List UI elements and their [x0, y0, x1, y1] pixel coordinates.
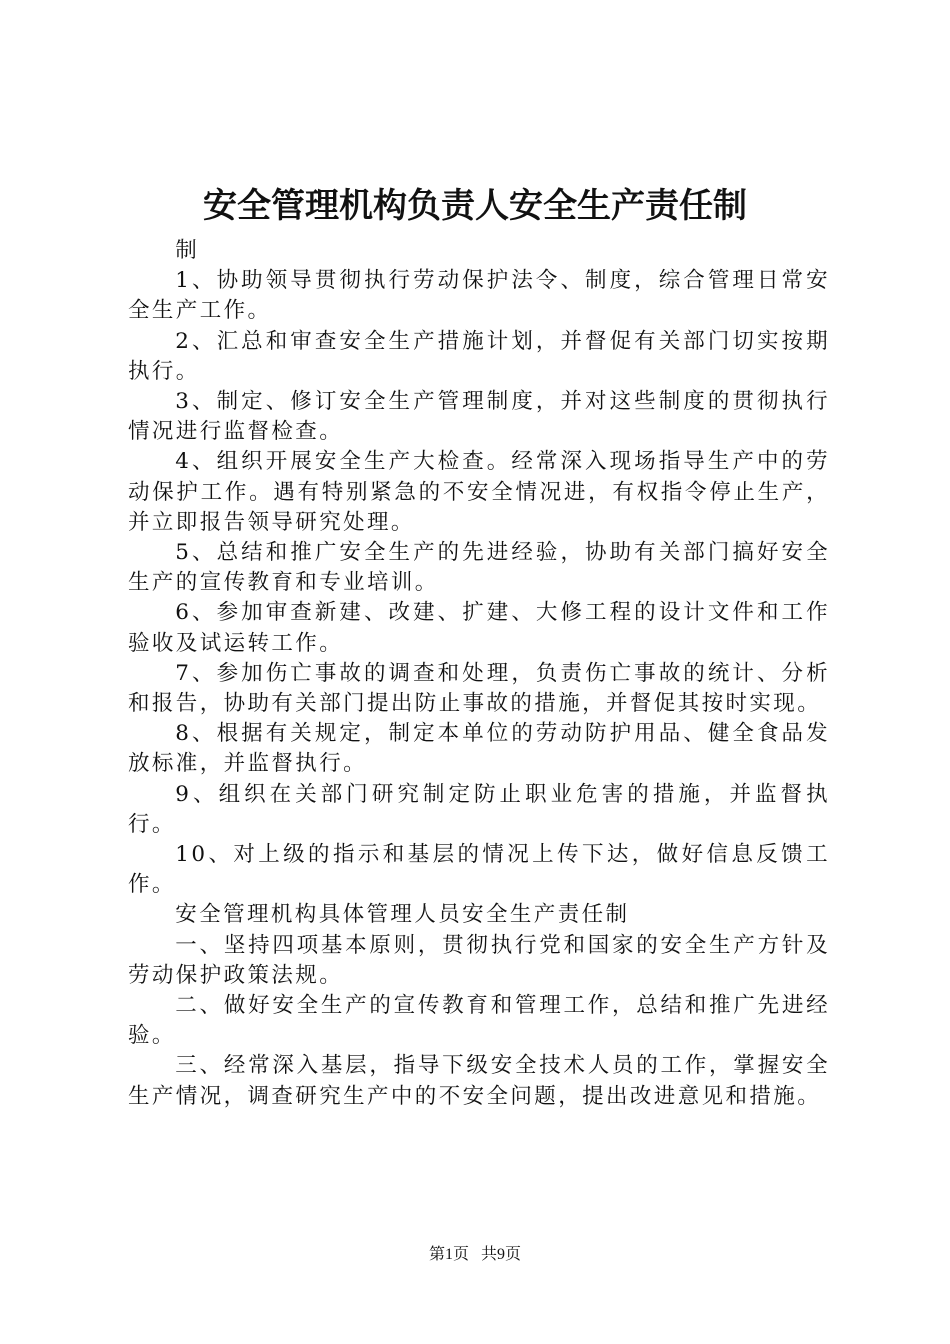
- paragraph-13: 二、做好安全生产的宣传教育和管理工作，总结和推广先进经验。: [128, 993, 830, 1049]
- total-pages: 共9页: [481, 1246, 522, 1263]
- paragraph-12: 一、坚持四项基本原则，贯彻执行党和国家的安全生产方针及劳动保护政策法规。: [128, 932, 830, 988]
- paragraph-4: 4、组织开展安全生产大检查。经常深入现场指导生产中的劳动保护工作。遇有特别紧急的不安全情况进，有权指令停止生产，并立即报告领导研究处理。: [128, 449, 830, 535]
- paragraph-1: 1、协助领导贯彻执行劳动保护法令、制度，综合管理日常安全生产工作。: [128, 268, 830, 324]
- paragraph-9: 9、组织在关部门研究制定防止职业危害的措施，并监督执行。: [128, 781, 830, 837]
- paragraph-7: 7、参加伤亡事故的调查和处理，负责伤亡事故的统计、分析和报告，协助有关部门提出防止事故的措施，并督促其按时实现。: [128, 660, 830, 717]
- section-heading: 安全管理机构具体管理人员安全生产责任制: [175, 902, 630, 928]
- page-footer: [0, 1244, 950, 1266]
- document-body: [128, 236, 830, 1112]
- paragraph-3: 3、制定、修订安全生产管理制度，并对这些制度的贯彻执行情况进行监督检查。: [128, 389, 830, 445]
- paragraph-0: 制: [175, 238, 200, 263]
- paragraph-14: 三、经常深入基层，指导下级安全技术人员的工作，掌握安全生产情况，调查研究生产中的不安全问题，提出改进意见和措施。: [128, 1053, 830, 1109]
- paragraph-10: 10、对上级的指示和基层的情况上传下达，做好信息反馈工作。: [128, 842, 830, 898]
- paragraph-6: 6、参加审查新建、改建、扩建、大修工程的设计文件和工作验收及试运转工作。: [128, 600, 830, 656]
- paragraph-2: 2、汇总和审查安全生产措施计划，并督促有关部门切实按期执行。: [128, 328, 830, 384]
- paragraph-8: 8、根据有关规定，制定本单位的劳动防护用品、健全食品发放标准，并监督执行。: [128, 721, 830, 777]
- page-number: 第1页: [428, 1246, 469, 1263]
- paragraph-5: 5、总结和推广安全生产的先进经验，协助有关部门搞好安全生产的宣传教育和专业培训。: [128, 540, 830, 596]
- document-title: 安全管理机构负责人安全生产责任制: [203, 186, 747, 226]
